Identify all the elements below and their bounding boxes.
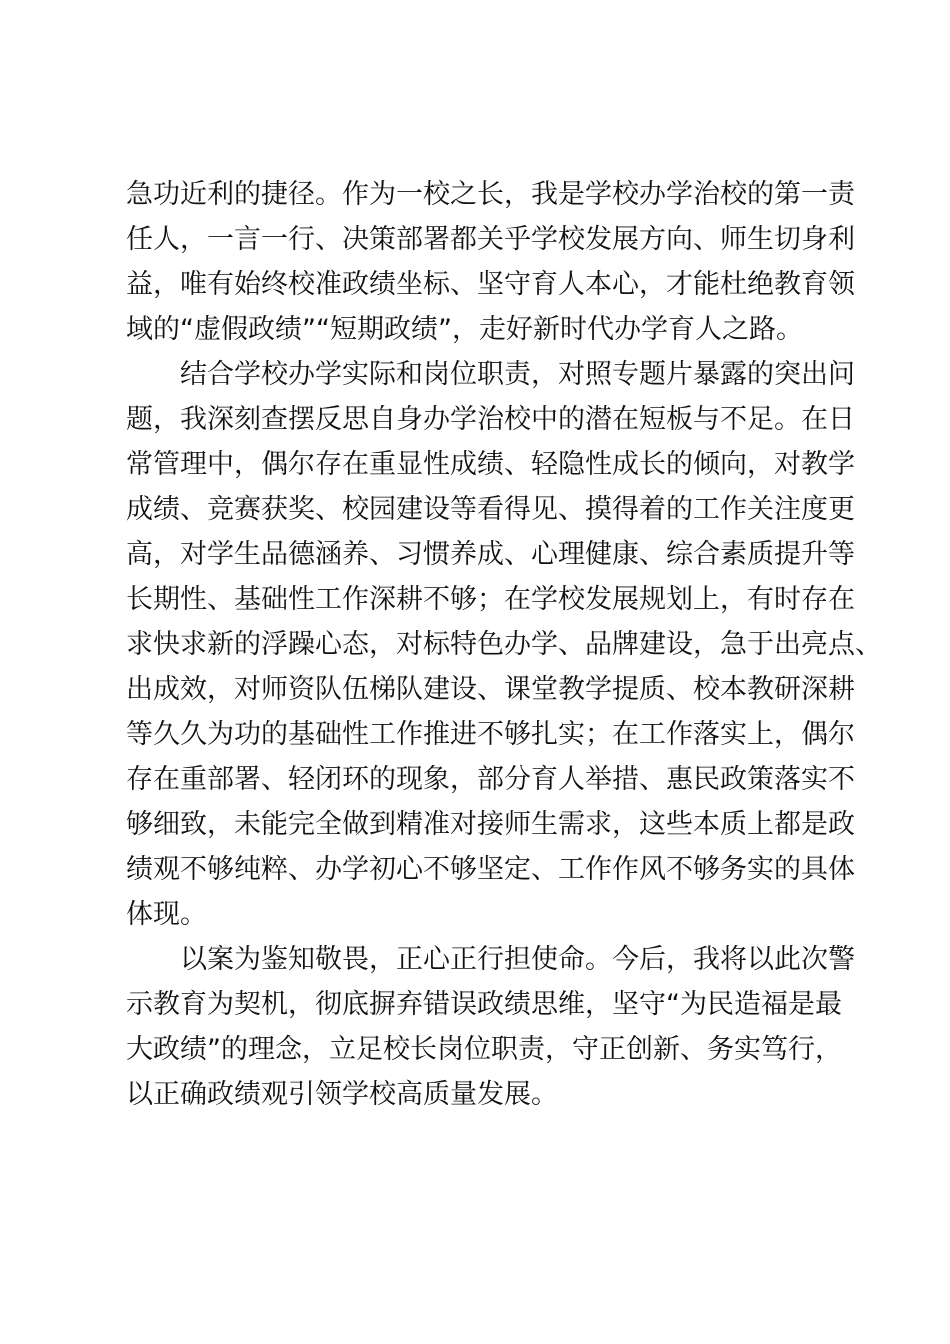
- paragraph-first-line: 结合学校办学实际和岗位职责，对照专题片暴露的突出问: [180, 359, 855, 390]
- paragraph-first-line: 以案为鉴知敬畏，正心正行担使命。今后，我将以此次警: [180, 944, 855, 975]
- text-line: 任人，一言一行、决策部署都关乎学校发展方向、师生切身利: [126, 224, 855, 255]
- document-body: [126, 172, 882, 1117]
- text-line: 大政绩”的理念，立足校长岗位职责，守正创新、务实笃行，: [126, 1034, 842, 1065]
- text-line: 题，我深刻查摆反思自身办学治校中的潜在短板与不足。在日: [126, 404, 855, 435]
- text-line: 存在重部署、轻闭环的现象，部分育人举措、惠民政策落实不: [126, 764, 855, 795]
- text-line: 够细致，未能完全做到精准对接师生需求，这些本质上都是政: [126, 809, 855, 840]
- text-line: 高，对学生品德涵养、习惯养成、心理健康、综合素质提升等: [126, 539, 855, 570]
- text-line: 绩观不够纯粹、办学初心不够坚定、工作作风不够务实的具体: [126, 854, 855, 885]
- text-line: 等久久为功的基础性工作推进不够扎实；在工作落实上，偶尔: [126, 719, 855, 750]
- text-line: 常管理中，偶尔存在重显性成绩、轻隐性成长的倾向，对教学: [126, 449, 855, 480]
- text-line: 急功近利的捷径。作为一校之长，我是学校办学治校的第一责: [126, 179, 855, 210]
- text-line: 出成效，对师资队伍梯队建设、课堂教学提质、校本教研深耕: [126, 674, 855, 705]
- text-line: 长期性、基础性工作深耕不够；在学校发展规划上，有时存在: [126, 584, 855, 615]
- text-line: 求快求新的浮躁心态，对标特色办学、品牌建设，急于出亮点、: [126, 629, 882, 660]
- text-line: 体现。: [126, 899, 207, 930]
- text-line: 域的“虚假政绩”“短期政绩”，走好新时代办学育人之路。: [126, 314, 803, 345]
- text-line: 成绩、竞赛获奖、校园建设等看得见、摸得着的工作关注度更: [126, 494, 855, 525]
- text-line: 示教育为契机，彻底摒弃错误政绩思维，坚守“为民造福是最: [126, 989, 842, 1020]
- text-line: 益，唯有始终校准政绩坐标、坚守育人本心，才能杜绝教育领: [126, 269, 855, 300]
- text-line: 以正确政绩观引领学校高质量发展。: [126, 1079, 558, 1110]
